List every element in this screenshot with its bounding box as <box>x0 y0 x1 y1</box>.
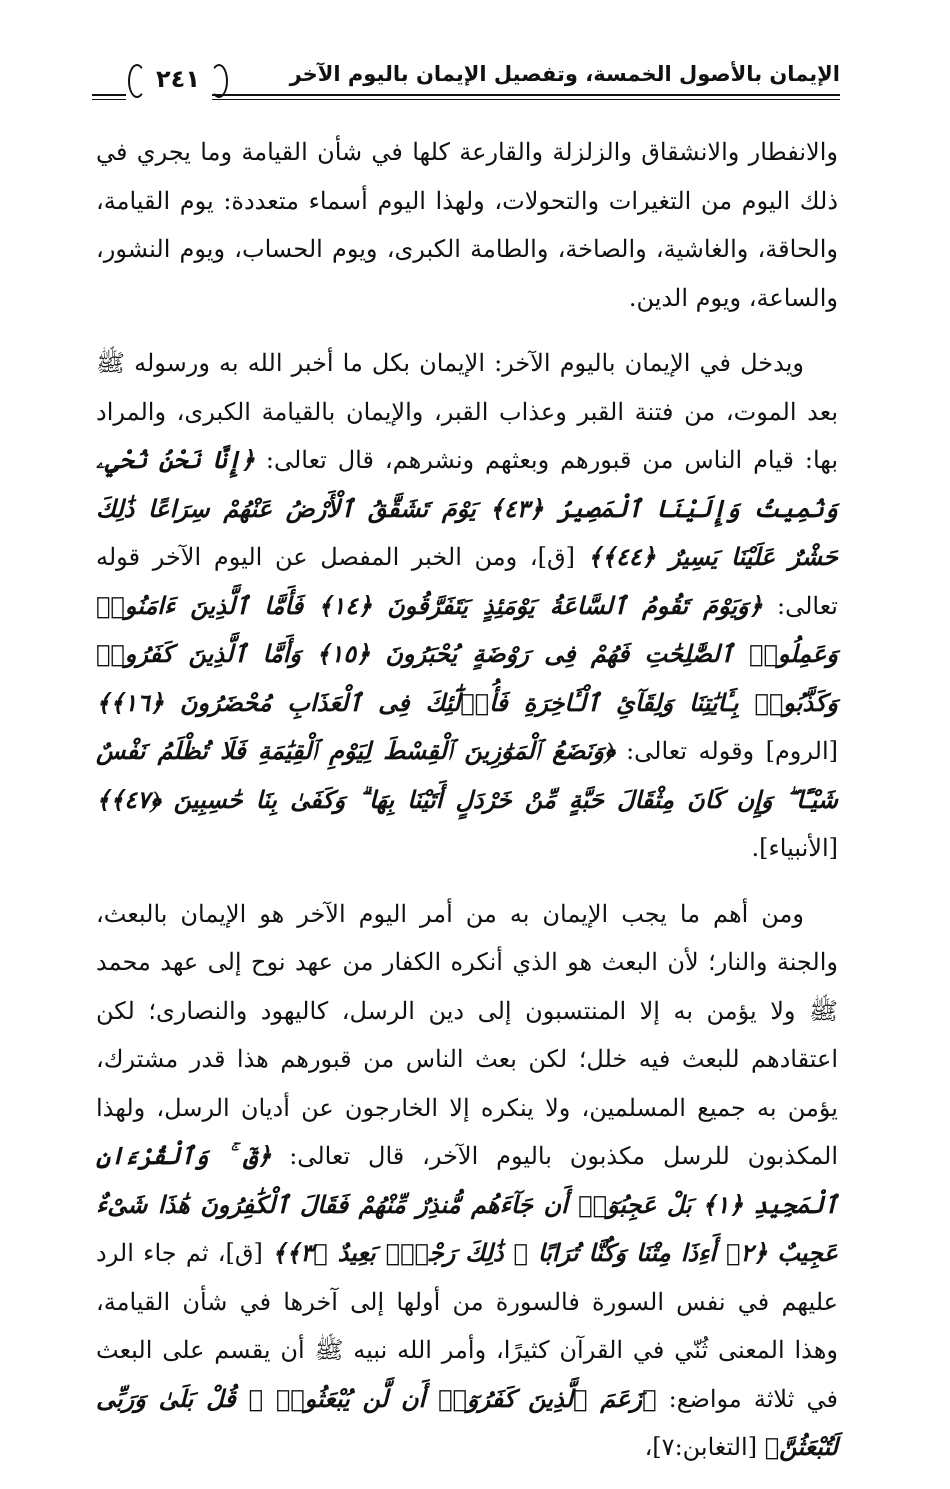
paragraph-text: [الروم] وقوله تعالى: <box>614 737 838 765</box>
header-rule <box>212 94 840 100</box>
body-text <box>96 128 838 1489</box>
paragraph-text: [الأنبياء]. <box>751 834 838 862</box>
page-number: ٢٤١ <box>128 60 228 98</box>
paragraph-text: [ق]، ومن الخبر المفصل عن اليوم الآخر قوله تعالى: <box>96 543 838 620</box>
running-header <box>92 58 840 106</box>
quran-quote: ﴿وَيَوْمَ تَقُومُ ٱلسَّاعَةُ يَوْمَئِذٍ يَتَفَرَّقُونَ ﴿١٤﴾ فَأَمَّا ٱلَّذِينَ ءَامَنُوا۟ وَعَمِلُوا۟ ٱلصَّٰلِحَٰتِ فَهُمْ فِى رَوْضَةٍ يُحْبَرُونَ ﴿١٥﴾ وَأَمَّا ٱلَّذِينَ كَفَرُوا۟ وَكَذَّبُوا۟ بِـَٔايَٰتِنَا وَلِقَآئِ ٱلْـَٔاخِرَةِ فَأُو۟لَٰٓئِكَ فِى ٱلْعَذَابِ مُحْضَرُونَ ﴿١٦﴾﴾ <box>96 590 838 717</box>
quran-quote: ﴿قٓ ۚ وَٱلْقُرْءَانِ ٱلْمَجِيدِ ﴿١﴾ بَلْ عَجِبُوٓا۟ أَن جَآءَهُم مُّنذِرٌ مِّنْهُمْ فَقَالَ ٱلْكَٰفِرُونَ هَٰذَا شَىْءٌ عَجِيبٌ ﴿٢﴾ أَءِذَا مِتْنَا وَكُنَّا تُرَابًا ۖ ذَٰلِكَ رَجْعٌۢ بَعِيدٌ ﴿٣﴾﴾ <box>96 1141 838 1267</box>
paragraph-text: ويدخل في الإيمان باليوم الآخر: الإيمان بكل ما أخبر الله به ورسوله ﷺ بعد الموت، من فتنة القبر وعذاب القبر، والإيمان بالقيامة الكبرى، والمراد بها: قيام الناس من قبورهم وبعثهم ونشرهم، قال تعالى: <box>96 349 839 474</box>
paragraph-text: ومن أهم ما يجب الإيمان به من أمر اليوم الآخر هو الإيمان بالبعث، والجنة والنار؛ لأن البعث هو الذي أنكره الكفار من عهد نوح إلى عهد محمد ﷺ ولا يؤمن به إلا المنتسبون إلى دين الرسل، كاليهود والنصارى؛ لكن اعتقادهم للبعث فيه خلل؛ لكن بعث الناس من قبورهم هذا قدر مشترك، يؤمن به جميع المسلمين، ولا ينكره إلا الخارجون عن أديان الرسل، ولهذا المكذبون للرسل مكذبون باليوم الآخر، قال تعالى: <box>96 899 838 1170</box>
paragraph-text: [ق]، ثم جاء الرد عليهم في نفس السورة فالسورة من أولها إلى آخرها في شأن القيامة، وهذا المعنى ثُنّي في القرآن كثيرًا، وأمر الله نبيه ﷺ أن يقسم على البعث في ثلاثة مواضع: <box>96 1239 839 1413</box>
header-ornament <box>92 94 126 100</box>
paragraph-2 <box>96 339 838 873</box>
paragraph-text: [التغابن:٧]، <box>644 1433 765 1461</box>
quran-quote: ﴿وَنَضَعُ ٱلْمَوَٰزِينَ ٱلْقِسْطَ لِيَوْمِ ٱلْقِيَٰمَةِ فَلَا تُظْلَمُ نَفْسٌ شَيْـًٔا ۖ وَإِن كَانَ مِثْقَالَ حَبَّةٍ مِّنْ خَرْدَلٍ أَتَيْنَا بِهَا ۗ وَكَفَىٰ بِنَا حَٰسِبِينَ ﴿٤٧﴾﴾ <box>96 736 838 814</box>
quran-quote: ﴿إِنَّا نَحْنُ نُحْيِۦ وَنُمِيتُ وَإِلَيْنَا ٱلْمَصِيرُ ﴿٤٣﴾ يَوْمَ تَشَقَّقُ ٱلْأَرْضُ عَنْهُمْ سِرَاعًا ذَٰلِكَ حَشْرٌ عَلَيْنَا يَسِيرٌ ﴿٤٤﴾﴾ <box>96 445 838 571</box>
chapter-title: الإيمان بالأصول الخمسة، وتفصيل الإيمان باليوم الآخر <box>289 62 840 86</box>
paragraph-1: والانفطار والانشقاق والزلزلة والقارعة كلها في شأن القيامة وما يجري في ذلك اليوم من التغيرات والتحولات، ولهذا اليوم أسماء متعددة: يوم القيامة، والحاقة، والغاشية، والصاخة، والطامة الكبرى، ويوم الحساب، ويوم النشور، والساعة، ويوم الدين. <box>96 138 838 312</box>
paragraph-3 <box>96 890 838 1472</box>
quran-quote: ﴿زَعَمَ ٱلَّذِينَ كَفَرُوٓا۟ أَن لَّن يُبْعَثُوا۟ ۚ قُلْ بَلَىٰ وَرَبِّى لَتُبْعَثُنَّ﴾ <box>96 1383 838 1461</box>
